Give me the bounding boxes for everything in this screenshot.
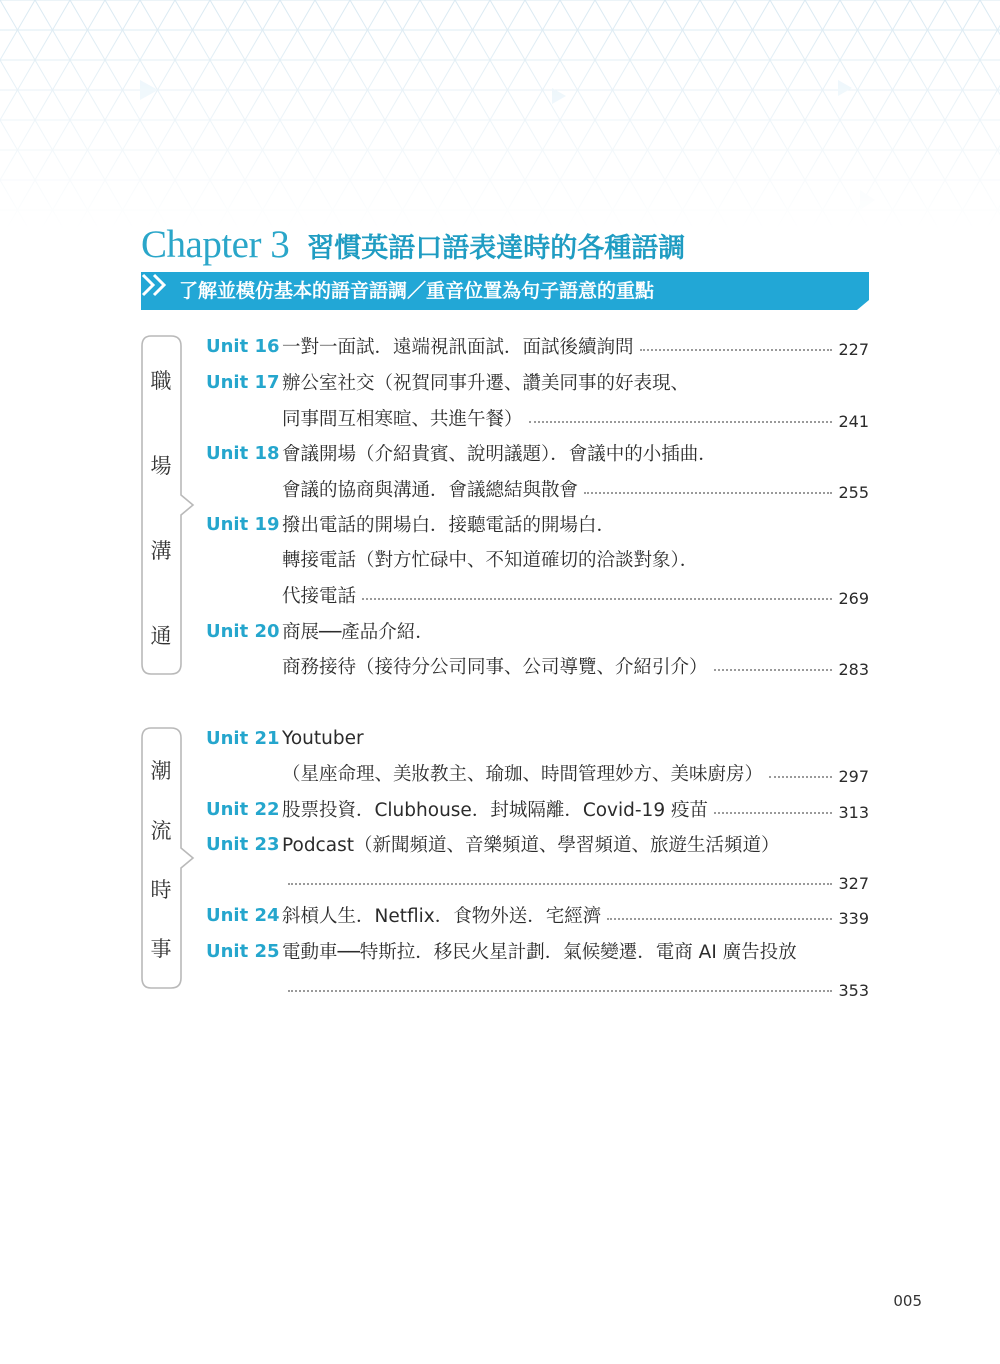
dot-leader — [529, 421, 833, 423]
toc-entry-unit-16[interactable] — [206, 331, 869, 361]
toc-entry-unit-18[interactable] — [206, 438, 869, 468]
page-number: 353 — [838, 980, 869, 1000]
entry-title: Youtuber — [282, 727, 364, 749]
toc-entry-unit-23[interactable] — [206, 829, 869, 859]
entry-title: 商務接待（接待分公司同事、公司導覽、介紹引介） — [282, 657, 708, 678]
section-label-char: 時 — [150, 878, 172, 902]
page-number: 313 — [838, 802, 869, 822]
section-label-char: 事 — [150, 937, 172, 961]
unit-label: Unit 24 — [206, 904, 280, 926]
unit-label: Unit 20 — [206, 620, 280, 642]
toc-entry-unit-24[interactable] — [206, 900, 869, 930]
dot-leader — [769, 776, 832, 778]
toc-entry-unit-19-cont2[interactable] — [206, 580, 869, 610]
toc-entry-unit-19[interactable] — [206, 509, 869, 539]
dot-leader — [362, 598, 832, 600]
page-folio: 005 — [893, 1292, 922, 1310]
toc-entry-unit-23-cont[interactable] — [206, 865, 869, 895]
toc-entry-unit-20-cont[interactable] — [206, 651, 869, 681]
toc-entry-unit-21-cont[interactable] — [206, 758, 869, 788]
entry-title: 轉接電話（對方忙碌中、不知道確切的洽談對象）． — [282, 550, 699, 571]
dot-leader — [288, 883, 832, 885]
page-number: 227 — [838, 339, 869, 359]
page-number: 283 — [838, 659, 869, 679]
chapter-subtitle-banner — [141, 272, 869, 310]
dot-leader — [584, 492, 832, 494]
entry-title: 電動車──特斯拉．移民火星計劃．氣候變遷．電商 AI 廣告投放 — [282, 942, 797, 963]
chapter-name: 習慣英語口語表達時的各種語調 — [307, 233, 686, 264]
toc-entry-unit-22[interactable] — [206, 794, 869, 824]
unit-label: Unit 21 — [206, 727, 280, 749]
entry-title: （星座命理、美妝教主、瑜珈、時間管理妙方、美味廚房） — [282, 764, 764, 785]
toc-entry-unit-20[interactable] — [206, 616, 869, 646]
double-chevron-icon — [141, 272, 171, 298]
unit-label: Unit 23 — [206, 833, 280, 855]
entry-title: Podcast（新聞頻道、音樂頻道、學習頻道、旅遊生活頻道） — [282, 835, 780, 856]
entry-title: 同事間互相寒暄、共進午餐） — [282, 409, 523, 430]
dot-leader — [714, 812, 832, 814]
chapter-label: Chapter 3 — [141, 223, 290, 266]
page-number: 327 — [838, 873, 869, 893]
background-pattern — [0, 0, 1000, 230]
unit-label: Unit 22 — [206, 798, 280, 820]
entry-title: 股票投資．Clubhouse．封城隔離．Covid-19 疫苗 — [282, 800, 708, 821]
page-number: 297 — [838, 766, 869, 786]
toc-entry-unit-17-cont[interactable] — [206, 403, 869, 433]
section-label-char: 潮 — [150, 759, 172, 783]
dot-leader — [714, 669, 833, 671]
toc-entry-unit-18-cont[interactable] — [206, 474, 869, 504]
section-label-char: 場 — [150, 454, 172, 478]
chapter-subtitle: 了解並模仿基本的語音語調／重音位置為句子語意的重點 — [179, 280, 655, 302]
section-label-char: 職 — [150, 369, 172, 393]
dot-leader — [607, 918, 832, 920]
section-label-char: 通 — [150, 624, 172, 648]
section-label-char: 流 — [150, 819, 172, 843]
section-label-char: 溝 — [150, 539, 172, 563]
page-number: 241 — [838, 411, 869, 431]
unit-label: Unit 18 — [206, 442, 280, 464]
section-tab-workplace — [141, 335, 181, 675]
entry-title: 會議的協商與溝通．會議總結與散會 — [282, 480, 579, 501]
page-number: 269 — [838, 588, 869, 608]
toc-entry-unit-17[interactable] — [206, 367, 869, 397]
entry-title: 斜槓人生．Netflix．食物外送．宅經濟 — [282, 906, 602, 927]
unit-label: Unit 16 — [206, 335, 280, 357]
toc-entry-unit-21[interactable] — [206, 723, 869, 753]
section-tab-trends — [141, 727, 181, 989]
toc-entry-unit-19-cont[interactable] — [206, 544, 869, 574]
entry-title: 辦公室社交（祝賀同事升遷、讚美同事的好表現、 — [282, 373, 690, 394]
toc-entry-unit-25-cont[interactable] — [206, 972, 869, 1002]
entry-title: 撥出電話的開場白．接聽電話的開場白． — [282, 515, 616, 536]
page-number: 255 — [838, 482, 869, 502]
page-number: 339 — [838, 908, 869, 928]
chapter-title — [141, 222, 685, 272]
entry-title: 一對一面試．遠端視訊面試．面試後續詢問 — [282, 337, 634, 358]
unit-label: Unit 19 — [206, 513, 280, 535]
entry-title: 代接電話 — [282, 586, 357, 607]
unit-label: Unit 17 — [206, 371, 280, 393]
unit-label: Unit 25 — [206, 940, 280, 962]
entry-title: 會議開場（介紹貴賓、說明議題）．會議中的小插曲． — [282, 444, 717, 465]
dot-leader — [640, 349, 833, 351]
dot-leader — [288, 990, 832, 992]
entry-title: 商展──產品介紹． — [282, 622, 434, 643]
toc-entry-unit-25[interactable] — [206, 936, 869, 966]
